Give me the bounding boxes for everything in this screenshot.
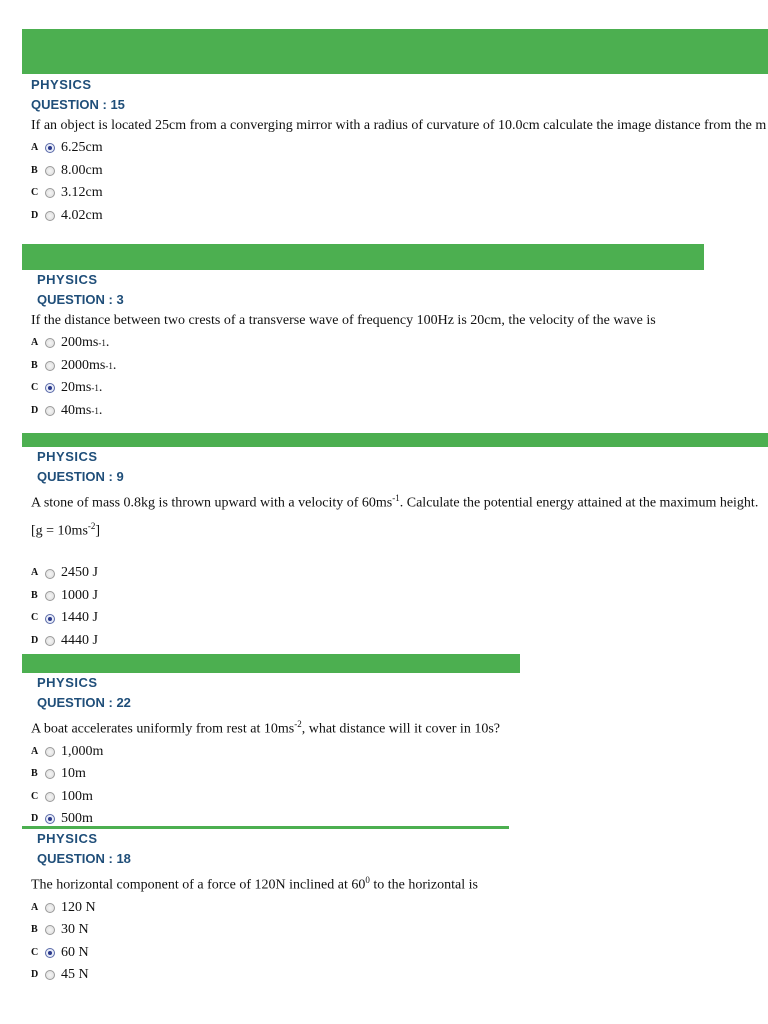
option-suffix: . <box>112 357 117 373</box>
option-b[interactable] <box>31 919 478 942</box>
question-superscript: 0 <box>365 875 370 885</box>
question-text-part: [g = 10ms <box>31 523 88 539</box>
radio-button[interactable] <box>45 970 55 980</box>
question-number: QUESTION : 3 <box>37 292 124 307</box>
option-text: 1000 J <box>61 587 98 603</box>
option-a[interactable] <box>31 332 656 355</box>
option-text: 30 N <box>61 922 89 938</box>
subject-label: PHYSICS <box>37 675 98 690</box>
option-text: 45 N <box>61 967 89 983</box>
option-d[interactable] <box>31 964 478 987</box>
option-letter: D <box>31 969 39 981</box>
option-letter: C <box>31 612 39 624</box>
radio-button[interactable] <box>45 814 55 824</box>
option-letter: C <box>31 187 39 198</box>
question-text <box>31 713 500 741</box>
question-text-part: , what distance will it cover in 10s? <box>301 721 500 737</box>
option-suffix: . <box>98 402 103 418</box>
option-letter: B <box>31 768 38 780</box>
option-letter: C <box>31 946 39 958</box>
option-text: 40ms <box>61 402 92 418</box>
option-letter: B <box>31 924 38 936</box>
question-text-line2 <box>31 515 758 543</box>
option-letter: B <box>31 359 38 371</box>
question-superscript: -2 <box>294 719 302 729</box>
question-text: If the distance between two crests of a transverse wave of frequency 100Hz is 20cm, the velocity of the wave is <box>31 313 656 328</box>
radio-button[interactable] <box>45 747 55 757</box>
option-text: 1,000m <box>61 743 104 759</box>
option-a[interactable] <box>31 741 500 764</box>
question-number: QUESTION : 22 <box>37 695 131 710</box>
option-superscript: -1 <box>105 360 113 371</box>
question-superscript: -1 <box>392 493 400 503</box>
option-letter: A <box>31 901 39 913</box>
question-number: QUESTION : 9 <box>37 469 124 484</box>
radio-button[interactable] <box>45 925 55 935</box>
option-c[interactable] <box>31 182 766 205</box>
option-a[interactable] <box>31 137 766 160</box>
radio-button[interactable] <box>45 166 55 176</box>
option-b[interactable] <box>31 585 758 608</box>
option-text: 6.25cm <box>61 140 103 155</box>
question-text-part: ] <box>95 523 101 539</box>
option-suffix: . <box>105 335 110 350</box>
question-text <box>31 869 478 897</box>
option-text: 120 N <box>61 899 96 915</box>
option-c[interactable] <box>31 377 656 400</box>
option-suffix: . <box>98 380 103 395</box>
radio-button[interactable] <box>45 903 55 913</box>
radio-button[interactable] <box>45 948 55 958</box>
question-superscript: -2 <box>87 520 96 531</box>
question-number: QUESTION : 15 <box>31 97 125 112</box>
subject-label: PHYSICS <box>31 77 92 92</box>
option-text: 200ms <box>61 335 99 350</box>
option-letter: A <box>31 337 39 348</box>
option-d[interactable] <box>31 808 500 831</box>
option-text: 2450 J <box>61 565 98 581</box>
radio-button[interactable] <box>45 569 55 579</box>
subject-label: PHYSICS <box>37 449 98 464</box>
question-card <box>31 75 766 227</box>
question-text-part: A stone of mass 0.8kg is thrown upward with a velocity of 60ms <box>31 495 393 511</box>
header-bar-2 <box>22 244 704 270</box>
option-d[interactable] <box>31 400 656 423</box>
option-superscript: -1 <box>91 405 99 416</box>
option-text: 4440 J <box>61 632 98 648</box>
option-letter: D <box>31 404 39 416</box>
option-letter: D <box>31 813 39 825</box>
option-text: 4.02cm <box>61 207 103 223</box>
question-card <box>31 270 656 422</box>
option-letter: C <box>31 790 39 802</box>
option-b[interactable] <box>31 763 500 786</box>
option-text: 60 N <box>61 944 89 960</box>
option-letter: D <box>31 209 39 221</box>
radio-button[interactable] <box>45 792 55 802</box>
option-letter: A <box>31 567 39 579</box>
radio-button[interactable] <box>45 769 55 779</box>
option-c[interactable] <box>31 607 758 630</box>
radio-button[interactable] <box>45 614 55 624</box>
radio-button[interactable] <box>45 406 55 416</box>
question-text-part: The horizontal component of a force of 120N inclined at 60 <box>31 877 366 893</box>
radio-button[interactable] <box>45 188 55 198</box>
header-bar-1 <box>22 29 768 74</box>
option-letter: B <box>31 164 38 176</box>
radio-button[interactable] <box>45 591 55 601</box>
radio-button[interactable] <box>45 338 55 348</box>
question-number: QUESTION : 18 <box>37 851 131 866</box>
radio-button[interactable] <box>45 361 55 371</box>
option-text: 2000ms <box>61 357 106 373</box>
question-card <box>31 829 478 987</box>
option-d[interactable] <box>31 630 758 653</box>
option-c[interactable] <box>31 942 478 965</box>
option-text: 1440 J <box>61 610 98 626</box>
option-letter: C <box>31 382 39 393</box>
option-letter: A <box>31 142 39 153</box>
option-text: 500m <box>61 811 93 827</box>
option-superscript: -1 <box>91 383 99 393</box>
question-text-part: to the horizontal is <box>369 877 478 893</box>
radio-button[interactable] <box>45 211 55 221</box>
option-text: 20ms <box>61 380 92 395</box>
option-d[interactable] <box>31 205 766 228</box>
option-letter: A <box>31 745 39 757</box>
radio-button[interactable] <box>45 383 55 393</box>
header-bar-3 <box>22 433 768 447</box>
header-bar-4 <box>22 654 520 673</box>
option-text: 3.12cm <box>61 185 103 200</box>
option-letter: D <box>31 634 39 646</box>
subject-label: PHYSICS <box>37 831 98 846</box>
option-text: 100m <box>61 788 93 804</box>
option-superscript: -1 <box>98 338 106 348</box>
option-text: 8.00cm <box>61 162 103 178</box>
question-text <box>31 487 758 515</box>
option-b[interactable] <box>31 355 656 378</box>
radio-button[interactable] <box>45 143 55 153</box>
option-a[interactable] <box>31 897 478 920</box>
question-text-part: A boat accelerates uniformly from rest at 10ms <box>31 721 295 737</box>
option-letter: B <box>31 589 38 601</box>
question-card <box>31 673 500 831</box>
option-a[interactable] <box>31 562 758 585</box>
subject-label: PHYSICS <box>37 272 98 287</box>
radio-button[interactable] <box>45 636 55 646</box>
question-text: If an object is located 25cm from a converging mirror with a radius of curvature of 10.0cm calculate the image distance from the m <box>31 118 767 133</box>
option-b[interactable] <box>31 160 766 183</box>
option-c[interactable] <box>31 786 500 809</box>
question-text-part: . Calculate the potential energy attained at the maximum height. <box>399 495 759 511</box>
question-card <box>31 447 759 652</box>
option-text: 10m <box>61 766 86 782</box>
